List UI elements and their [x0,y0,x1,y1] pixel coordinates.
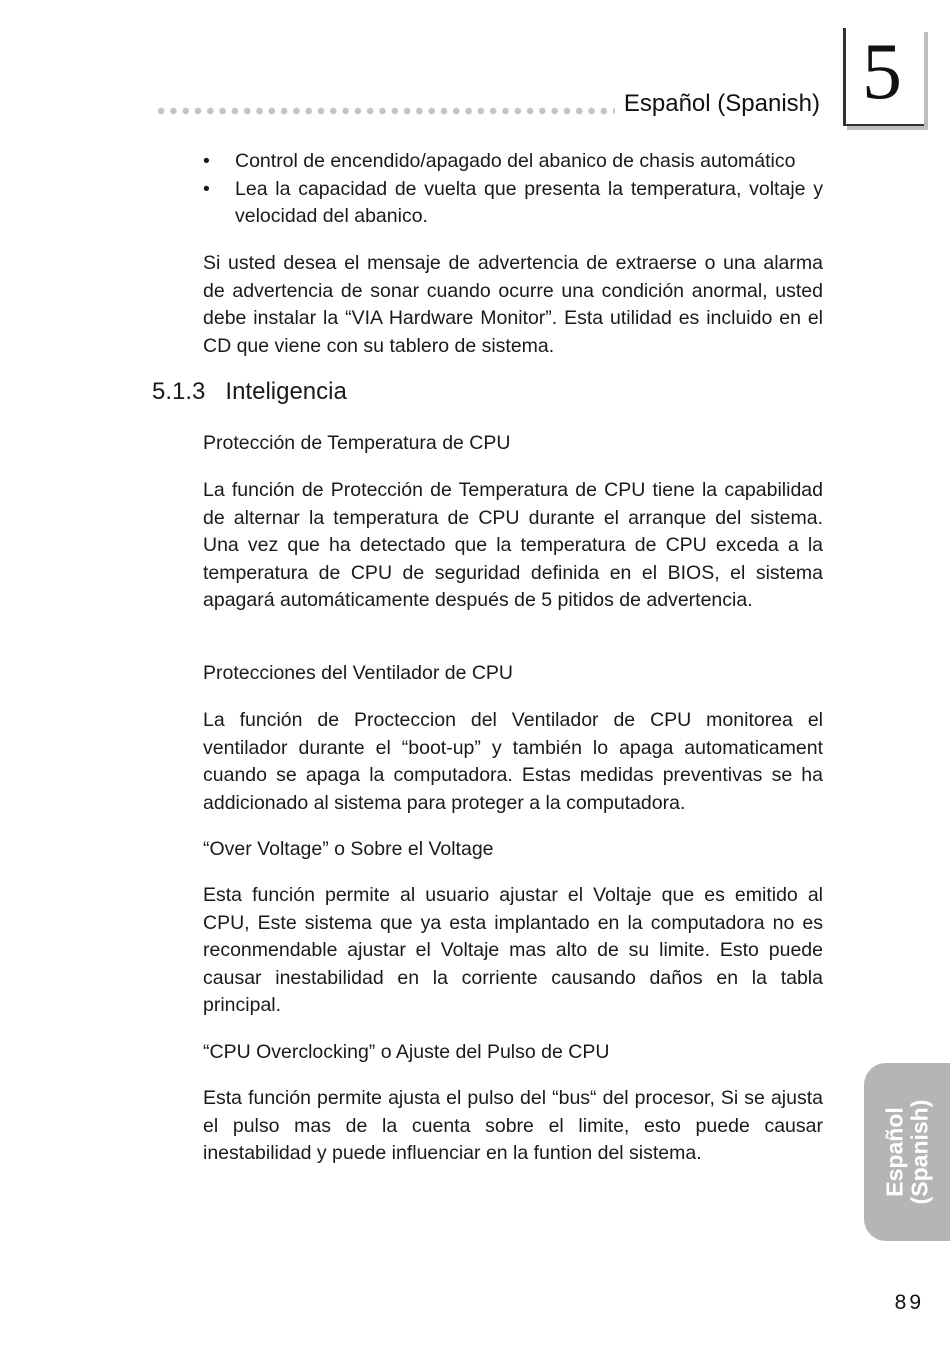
subsection-body-cpu-temperature-block [203,477,823,615]
list-item [203,148,823,176]
bullet-icon: • [203,150,210,172]
intro-paragraph-block [203,250,823,360]
subsection-body-over-voltage: Esta función permite al usuario ajustar el Voltaje que es emitido al CPU, Este sistema que ya esta implantado en la computadora no es reconmendable ajustar el Voltaje mas alto de su limite. Esto puede causar inestabilidad en la corriente causando daños en la tabla principal. [203,884,823,1016]
bullet-text: Lea la capacidad de vuelta que presenta la temperatura, voltaje y velocidad del abanico. [235,177,823,227]
header-title: Español (Spanish) [623,90,820,117]
bullet-icon: • [203,177,210,200]
subsection-body-cpu-fan-block [203,707,823,817]
subsection-heading-cpu-fan: Protecciones del Ventilador de CPU [203,662,514,684]
page-number: 89 [894,1291,924,1314]
subsection-body-cpu-overclocking-block [203,1085,823,1168]
section-number: 5.1.3 [152,378,206,405]
section-heading [152,378,347,406]
subsection-heading-cpu-overclocking: “CPU Overclocking” o Ajuste del Pulso de CPU [203,1041,610,1063]
subsection-heading-over-voltage: “Over Voltage” o Sobre el Voltage [203,838,494,860]
subsection-body-cpu-fan: La función de Procteccion del Ventilador de CPU monitorea el ventilador durante el “boot-up” y también lo apaga automaticament cuando se apaga la computadora. Estas medidas preventivas se ha addicionado al sistema para proteger a la computadora. [203,709,823,814]
section-title: Inteligencia [225,378,347,405]
subsection-body-cpu-overclocking: Esta función permite ajusta el pulso del “bus“ del procesor, Si se ajusta el pulso mas de la cuenta sobre el limite, esto puede causar inestabilidad y puede influenciar en la funtion del sistema. [203,1087,823,1164]
language-side-tab-label-wrap [864,1063,950,1241]
list-item [203,176,823,231]
intro-paragraph: Si usted desea el mensaje de advertencia de extraerse o una alarma de advertencia de sonar cuando ocurre una condición anormal, usted debe instalar la “VIA Hardware Monitor”. Esta utilidad es incluido en el CD que viene con su tablero de sistema. [203,252,823,357]
subsection-body-over-voltage-block [203,882,823,1020]
subsection-heading-cpu-temperature: Protección de Temperatura de CPU [203,432,511,454]
language-side-tab-label: Español (Spanish) [881,1099,932,1205]
header-dotted-rule [155,106,615,116]
subsection-body-cpu-temperature: La función de Protección de Temperatura de CPU tiene la capabilidad de alternar la temperatura de CPU durante el arranque del sistema. Una vez que ha detectado que la temperatura de CPU exceda a la temperatura de CPU de seguridad definida en el BIOS, el sistema apagará automáticamente después de 5 pitidos de advertencia. [203,479,823,611]
chapter-number: 5 [862,28,902,116]
bullet-text: Control de encendido/apagado del abanico de chasis automático [235,150,796,172]
feature-bullet-list [203,148,823,231]
